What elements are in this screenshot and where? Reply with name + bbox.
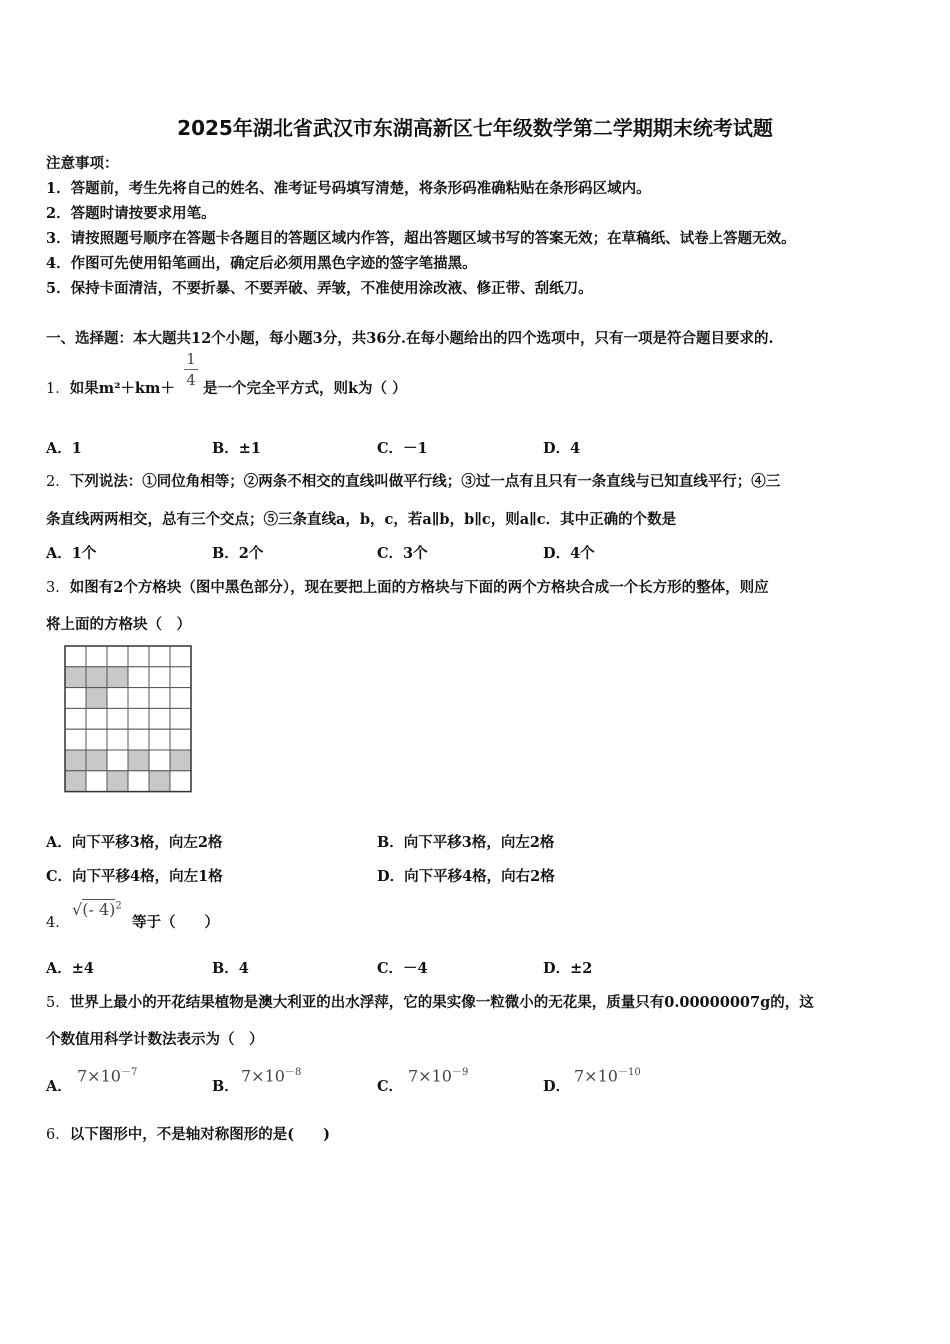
grid-cell [128,688,149,709]
question-number: 4． [46,915,70,931]
question-text: 等于（ ） [132,914,219,931]
notice-item: 2．答题时请按要求用笔。 [46,205,216,222]
option-d[interactable]: D．向下平移4格，向右2格 [377,868,555,885]
grid-cell [170,667,191,688]
option-b[interactable]: B．4 [212,960,249,977]
fraction [184,350,198,389]
option-c[interactable]: C．向下平移4格，向左1格 [46,868,223,885]
grid-cell-filled [65,771,86,792]
grid-cell [149,688,170,709]
option-c[interactable]: C．－4 [377,960,428,977]
question-3 [46,576,769,597]
grid-cell [170,771,191,792]
grid-cell [149,667,170,688]
option-d-value[interactable]: $7\times 10^{-10}$ [574,1066,641,1086]
question-1 [46,377,175,398]
grid-cell [149,750,170,771]
section-heading: 一、选择题：本大题共12个小题，每小题3分，共36分.在每小题给出的四个选项中，只有一项是符合题目要求的. [46,330,774,347]
grid-cell [170,729,191,750]
grid-cell [65,708,86,729]
grid-cell [107,688,128,709]
option-b-value[interactable]: $7\times 10^{-8}$ [241,1066,302,1086]
grid-cell [65,729,86,750]
fraction-bar [184,369,198,370]
grid-cell [170,708,191,729]
option-d[interactable]: D．±2 [543,960,593,977]
fraction-numerator: 1 [186,350,196,368]
question-number: 2． [46,474,70,490]
grid-cell [86,646,107,667]
grid-cell [107,646,128,667]
fraction-denominator: 4 [186,371,196,389]
grid-cell [65,646,86,667]
question-text: 如果m²＋km＋ [69,380,175,397]
grid-cell [65,688,86,709]
option-c[interactable]: C．3个 [377,545,428,562]
grid-cell-filled [170,750,191,771]
question-2 [46,470,780,491]
option-a-value[interactable]: $7\times 10^{-7}$ [77,1066,138,1086]
grid-cell [107,708,128,729]
page-title: 2025年湖北省武汉市东湖高新区七年级数学第二学期期末统考试题 [177,116,773,140]
question-5-line2: 个数值用科学计数法表示为（ ） [46,1031,264,1048]
notice-heading: 注意事项： [46,155,119,172]
grid-cell [128,667,149,688]
grid-cell [107,729,128,750]
grid-cell-filled [128,750,149,771]
grid-cell [149,729,170,750]
question-number: 3． [46,580,70,596]
exponent: 2 [115,900,122,912]
grid-cell-filled [65,750,86,771]
notice-item: 1．答题前，考生先将自己的姓名、准考证号码填写清楚，将条形码准确粘贴在条形码区域内。 [46,180,651,197]
option-b[interactable]: B．2个 [212,545,264,562]
grid-cell-filled [149,771,170,792]
grid-cell [128,729,149,750]
question-text: 如图有2个方格块（图中黑色部分），现在要把上面的方格块与下面的两个方格块合成一个长方形的整体，则应 [69,579,769,596]
grid-cell-filled [86,750,107,771]
grid-cell-filled [86,688,107,709]
grid-cell [170,688,191,709]
grid-cell-filled [107,667,128,688]
notice-item: 4．作图可先使用铅笔画出，确定后必须用黑色字迹的签字笔描黑。 [46,255,477,272]
option-c-value[interactable]: $7\times 10^{-9}$ [408,1066,469,1086]
option-b[interactable]: B．±1 [212,440,261,457]
sqrt-sign: √ [72,900,83,919]
grid-cell [128,708,149,729]
option-a[interactable]: A．±4 [46,960,94,977]
option-a[interactable]: A．1个 [46,545,97,562]
grid-cell-filled [65,667,86,688]
grid-cell [149,646,170,667]
question-5 [46,991,814,1012]
option-c-label[interactable]: C． [377,1078,404,1095]
grid-cell [128,771,149,792]
question-text: 下列说法：①同位角相等；②两条不相交的直线叫做平行线；③过一点有且只有一条直线与已知直线平行；④三 [69,473,781,490]
question-text-tail: 是一个完全平方式，则k为（ ） [203,380,407,397]
grid-cell-filled [86,667,107,688]
question-6 [46,1123,330,1144]
grid-cell [170,646,191,667]
question-3-line2: 将上面的方格块（ ） [46,616,191,633]
notice-item: 5．保持卡面清洁，不要折暴、不要弄破、弄皱，不准使用涂改液、修正带、刮纸刀。 [46,280,593,297]
question-number: 5． [46,995,70,1011]
option-d[interactable]: D．4个 [543,545,595,562]
option-a[interactable]: A．1 [46,440,82,457]
option-b-label[interactable]: B． [212,1078,239,1095]
grid-cell [149,708,170,729]
grid-cell [86,771,107,792]
question-text: 以下图形中，不是轴对称图形的是( ) [69,1126,330,1143]
grid-cell [86,729,107,750]
question-text: 世界上最小的开花结果植物是澳大利亚的出水浮萍，它的果实像一粒微小的无花果，质量只有0.00000007g的，这 [69,994,814,1011]
question-2-line2: 条直线两两相交，总有三个交点；⑤三条直线a，b，c，若a∥b，b∥c，则a∥c．其中正确的个数是 [46,511,677,528]
option-b[interactable]: B．向下平移3格，向左2格 [377,834,555,851]
question-number: 6． [46,1127,70,1143]
radicand: (- 4) [82,900,116,919]
option-a[interactable]: A．向下平移3格，向左2格 [46,834,223,851]
question-number: 1． [46,381,70,397]
grid-cell [86,708,107,729]
option-d[interactable]: D．4 [543,440,581,457]
sqrt-expression [72,900,122,919]
grid-cell [128,646,149,667]
grid-cell [107,750,128,771]
option-c[interactable]: C．－1 [377,440,428,457]
grid-cell-filled [107,771,128,792]
grid-figure [64,645,194,793]
option-d-label[interactable]: D． [543,1078,571,1095]
notice-item: 3．请按照题号顺序在答题卡各题目的答题区域内作答，超出答题区域书写的答案无效；在草稿纸、试卷上答题无效。 [46,230,796,247]
option-a-label[interactable]: A． [46,1078,72,1095]
